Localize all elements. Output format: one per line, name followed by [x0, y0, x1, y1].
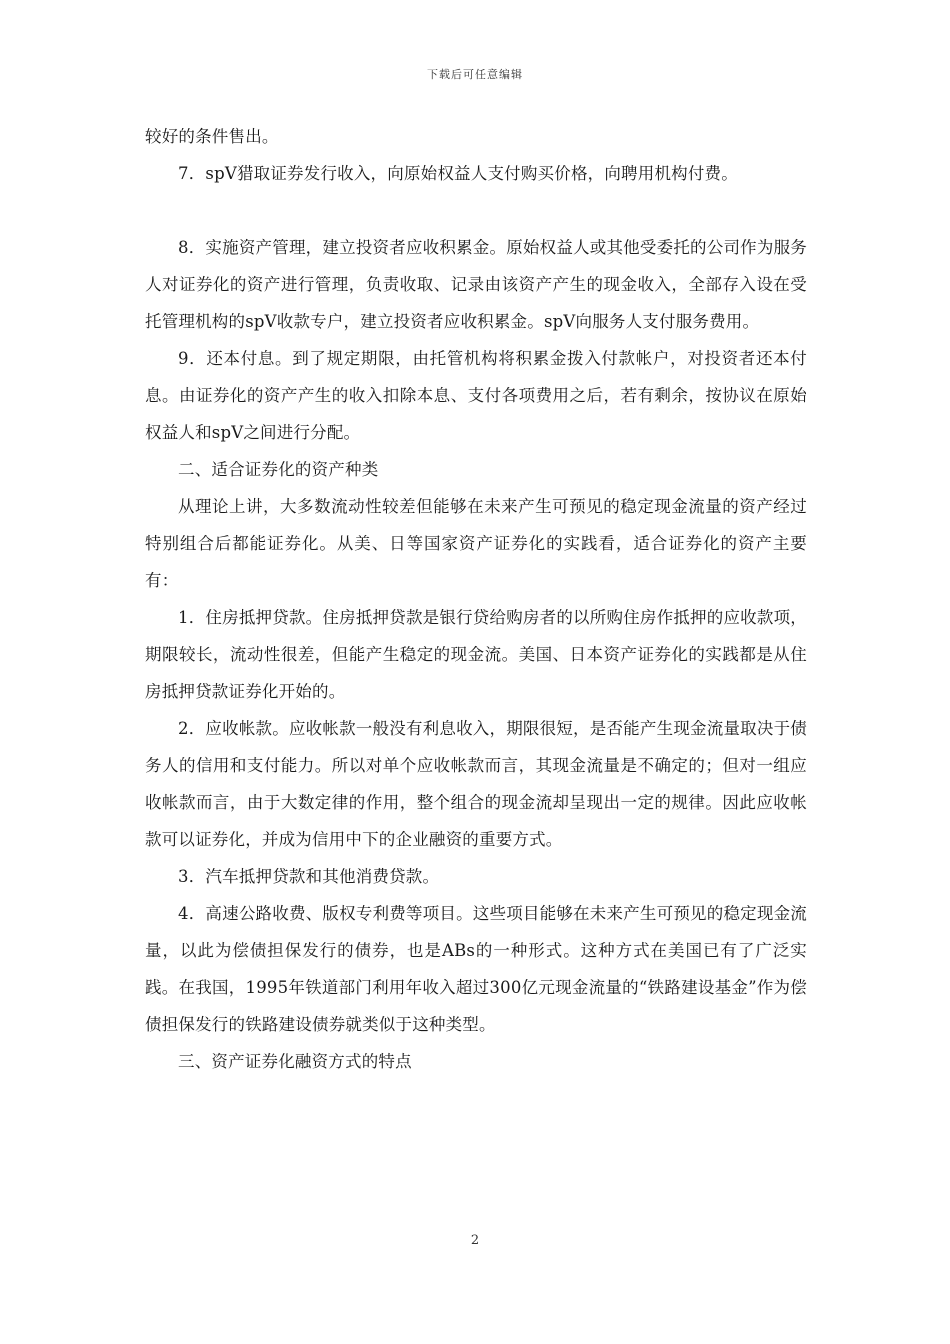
- section-heading-2: 二、适合证券化的资产种类: [178, 460, 379, 479]
- paragraph-step-9: 9．还本付息。到了规定期限，由托管机构将积累金拨入付款帐户，对投资者还本付息。由证券化的资产产生的收入扣除本息、支付各项费用之后，若有剩余，按协议在原始权益人和spV之间进行分配。: [145, 349, 807, 442]
- paragraph-theory: 从理论上讲，大多数流动性较差但能够在未来产生可预见的稳定现金流量的资产经过特别组合后都能证券化。从美、日等国家资产证券化的实践看，适合证券化的资产主要有：: [145, 497, 807, 590]
- paragraph-continuation: 较好的条件售出。: [145, 127, 279, 146]
- paragraph-step-8: 8．实施资产管理，建立投资者应收积累金。原始权益人或其他受委托的公司作为服务人对证券化的资产进行管理，负责收取、记录由该资产产生的现金收入，全部存入设在受托管理机构的spV收款专户，建立投资者应收积累金。spV向服务人支付服务费用。: [145, 238, 807, 331]
- paragraph-item-4: 4．高速公路收费、版权专利费等项目。这些项目能够在未来产生可预见的稳定现金流量，以此为偿债担保发行的债券，也是ABs的一种形式。这种方式在美国已有了广泛实践。在我国，1995年铁道部门利用年收入超过300亿元现金流量的“铁路建设基金”作为偿债担保发行的铁路建设债券就类似于这种类型。: [145, 904, 807, 1034]
- section-heading-3: 三、资产证券化融资方式的特点: [178, 1052, 412, 1071]
- paragraph-item-3: 3．汽车抵押贷款和其他消费贷款。: [178, 867, 440, 886]
- paragraph-step-7: 7．spV猎取证券发行收入，向原始权益人支付购买价格，向聘用机构付费。: [178, 164, 738, 183]
- page-header: 下载后可任意编辑: [427, 68, 523, 81]
- paragraph-item-1: 1．住房抵押贷款。住房抵押贷款是银行贷给购房者的以所购住房作抵押的应收款项，期限较长，流动性很差，但能产生稳定的现金流。美国、日本资产证券化的实践都是从住房抵押贷款证券化开始的。: [145, 608, 807, 701]
- document-body: [145, 118, 807, 1080]
- page-number: 2: [470, 1233, 480, 1248]
- paragraph-item-2: 2．应收帐款。应收帐款一般没有利息收入，期限很短，是否能产生现金流量取决于债务人的信用和支付能力。所以对单个应收帐款而言，其现金流量是不确定的；但对一组应收帐款而言，由于大数定律的作用，整个组合的现金流却呈现出一定的规律。因此应收帐款可以证券化，并成为信用中下的企业融资的重要方式。: [145, 719, 807, 849]
